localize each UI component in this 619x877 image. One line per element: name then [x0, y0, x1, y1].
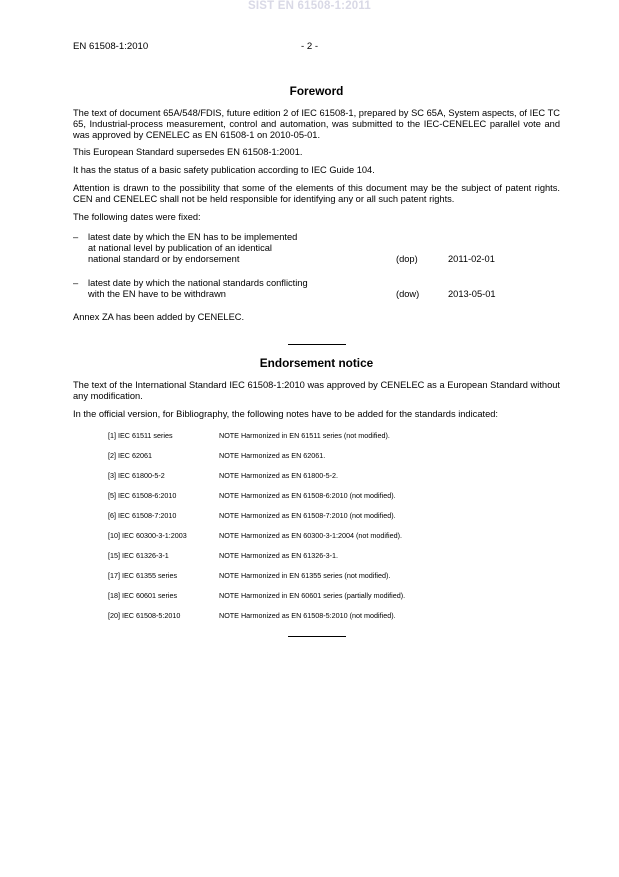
- date-description-line: latest date by which the EN has to be implemented: [88, 232, 298, 243]
- list-dash: –: [73, 232, 79, 243]
- page-number: - 2 -: [300, 41, 319, 52]
- bibliography-note: NOTE Harmonized as EN 61508-6:2010 (not modified).: [219, 490, 396, 500]
- bibliography-reference: [6] IEC 61508-7:2010: [108, 510, 177, 520]
- date-description: [88, 278, 396, 300]
- bibliography-row: [108, 570, 560, 590]
- bibliography-row: [108, 510, 560, 530]
- end-divider: [288, 636, 346, 637]
- date-abbreviation: (dow): [396, 288, 420, 299]
- bibliography-list: [108, 430, 560, 631]
- bibliography-row: [108, 550, 560, 570]
- date-abbreviation: (dop): [396, 253, 418, 264]
- bibliography-row: [108, 450, 560, 470]
- date-item-dow: [73, 278, 560, 300]
- foreword-paragraph-3: It has the status of a basic safety publication according to IEC Guide 104.: [73, 165, 375, 176]
- endorsement-paragraph-2: In the official version, for Bibliography, the following notes have to be added for the standards indicated:: [73, 408, 498, 419]
- bibliography-reference: [10] IEC 60300-3-1:2003: [108, 531, 187, 541]
- bibliography-note: NOTE Harmonized as EN 61508-7:2010 (not modified).: [219, 510, 396, 520]
- section-divider: [288, 344, 346, 345]
- foreword-paragraph-5: The following dates were fixed:: [73, 211, 201, 222]
- date-value: 2011-02-01: [448, 253, 495, 264]
- date-description-line: national standard or by endorsement: [88, 253, 240, 264]
- page-content: [73, 84, 560, 637]
- foreword-paragraph-1: The text of document 65A/548/FDIS, future edition 2 of IEC 61508-1, prepared by SC 65A, System aspects, of IEC TC 65, Industrial-process measurement, control and automation, was submitted to the IEC-CENELEC parallel vote and was approved by CENELEC as EN 61508-1 on 2010-05-01.: [73, 108, 560, 140]
- endorsement-title: Endorsement notice: [259, 356, 374, 371]
- bibliography-reference: [20] IEC 61508-5:2010: [108, 611, 181, 621]
- bibliography-reference: [5] IEC 61508-6:2010: [108, 490, 177, 500]
- bibliography-row: [108, 470, 560, 490]
- bibliography-reference: [15] IEC 61326-3-1: [108, 551, 169, 561]
- date-value: 2013-05-01: [448, 288, 496, 299]
- date-description-line: with the EN have to be withdrawn: [88, 288, 226, 299]
- date-description-line: latest date by which the national standards conflicting: [88, 277, 308, 288]
- date-description: [88, 232, 396, 264]
- bibliography-reference: [18] IEC 60601 series: [108, 591, 178, 601]
- bibliography-note: NOTE Harmonized in EN 61511 series (not modified).: [219, 430, 390, 440]
- date-item-dop: [73, 232, 560, 264]
- bibliography-note: NOTE Harmonized as EN 60300-3-1:2004 (not modified).: [219, 531, 402, 541]
- dates-list: [73, 232, 560, 299]
- foreword-paragraph-4: Attention is drawn to the possibility that some of the elements of this document may be the subject of patent rights. CEN and CENELEC shall not be held responsible for identifying any or all such patent rights.: [73, 182, 560, 204]
- foreword-title: Foreword: [289, 84, 344, 98]
- bibliography-row: [108, 490, 560, 510]
- bibliography-row: [108, 430, 560, 450]
- bibliography-note: NOTE Harmonized as EN 61326-3-1.: [219, 551, 339, 561]
- bibliography-note: NOTE Harmonized as EN 61508-5:2010 (not modified).: [219, 611, 396, 621]
- watermark: SIST EN 61508-1:2011: [248, 0, 371, 12]
- bibliography-reference: [17] IEC 61355 series: [108, 571, 178, 581]
- bibliography-reference: [2] IEC 62061: [108, 450, 152, 460]
- bibliography-note: NOTE Harmonized in EN 61355 series (not modified).: [219, 571, 391, 581]
- bibliography-row: [108, 530, 560, 550]
- bibliography-note: NOTE Harmonized as EN 62061.: [219, 450, 326, 460]
- foreword-paragraph-2: This European Standard supersedes EN 61508-1:2001.: [73, 147, 303, 158]
- endorsement-paragraph-1: The text of the International Standard IEC 61508-1:2010 was approved by CENELEC as a European Standard without any modification.: [73, 380, 560, 401]
- bibliography-reference: [1] IEC 61511 series: [108, 430, 173, 440]
- date-description-line: at national level by publication of an identical: [88, 243, 272, 254]
- bibliography-note: NOTE Harmonized as EN 61800-5-2.: [219, 470, 339, 480]
- bibliography-row: [108, 610, 560, 630]
- list-dash: –: [73, 277, 79, 288]
- document-id: EN 61508-1:2010: [73, 41, 149, 52]
- bibliography-note: NOTE Harmonized in EN 60601 series (partially modified).: [219, 591, 406, 601]
- foreword-paragraph-6: Annex ZA has been added by CENELEC.: [73, 312, 245, 323]
- bibliography-row: [108, 590, 560, 610]
- bibliography-reference: [3] IEC 61800-5-2: [108, 470, 165, 480]
